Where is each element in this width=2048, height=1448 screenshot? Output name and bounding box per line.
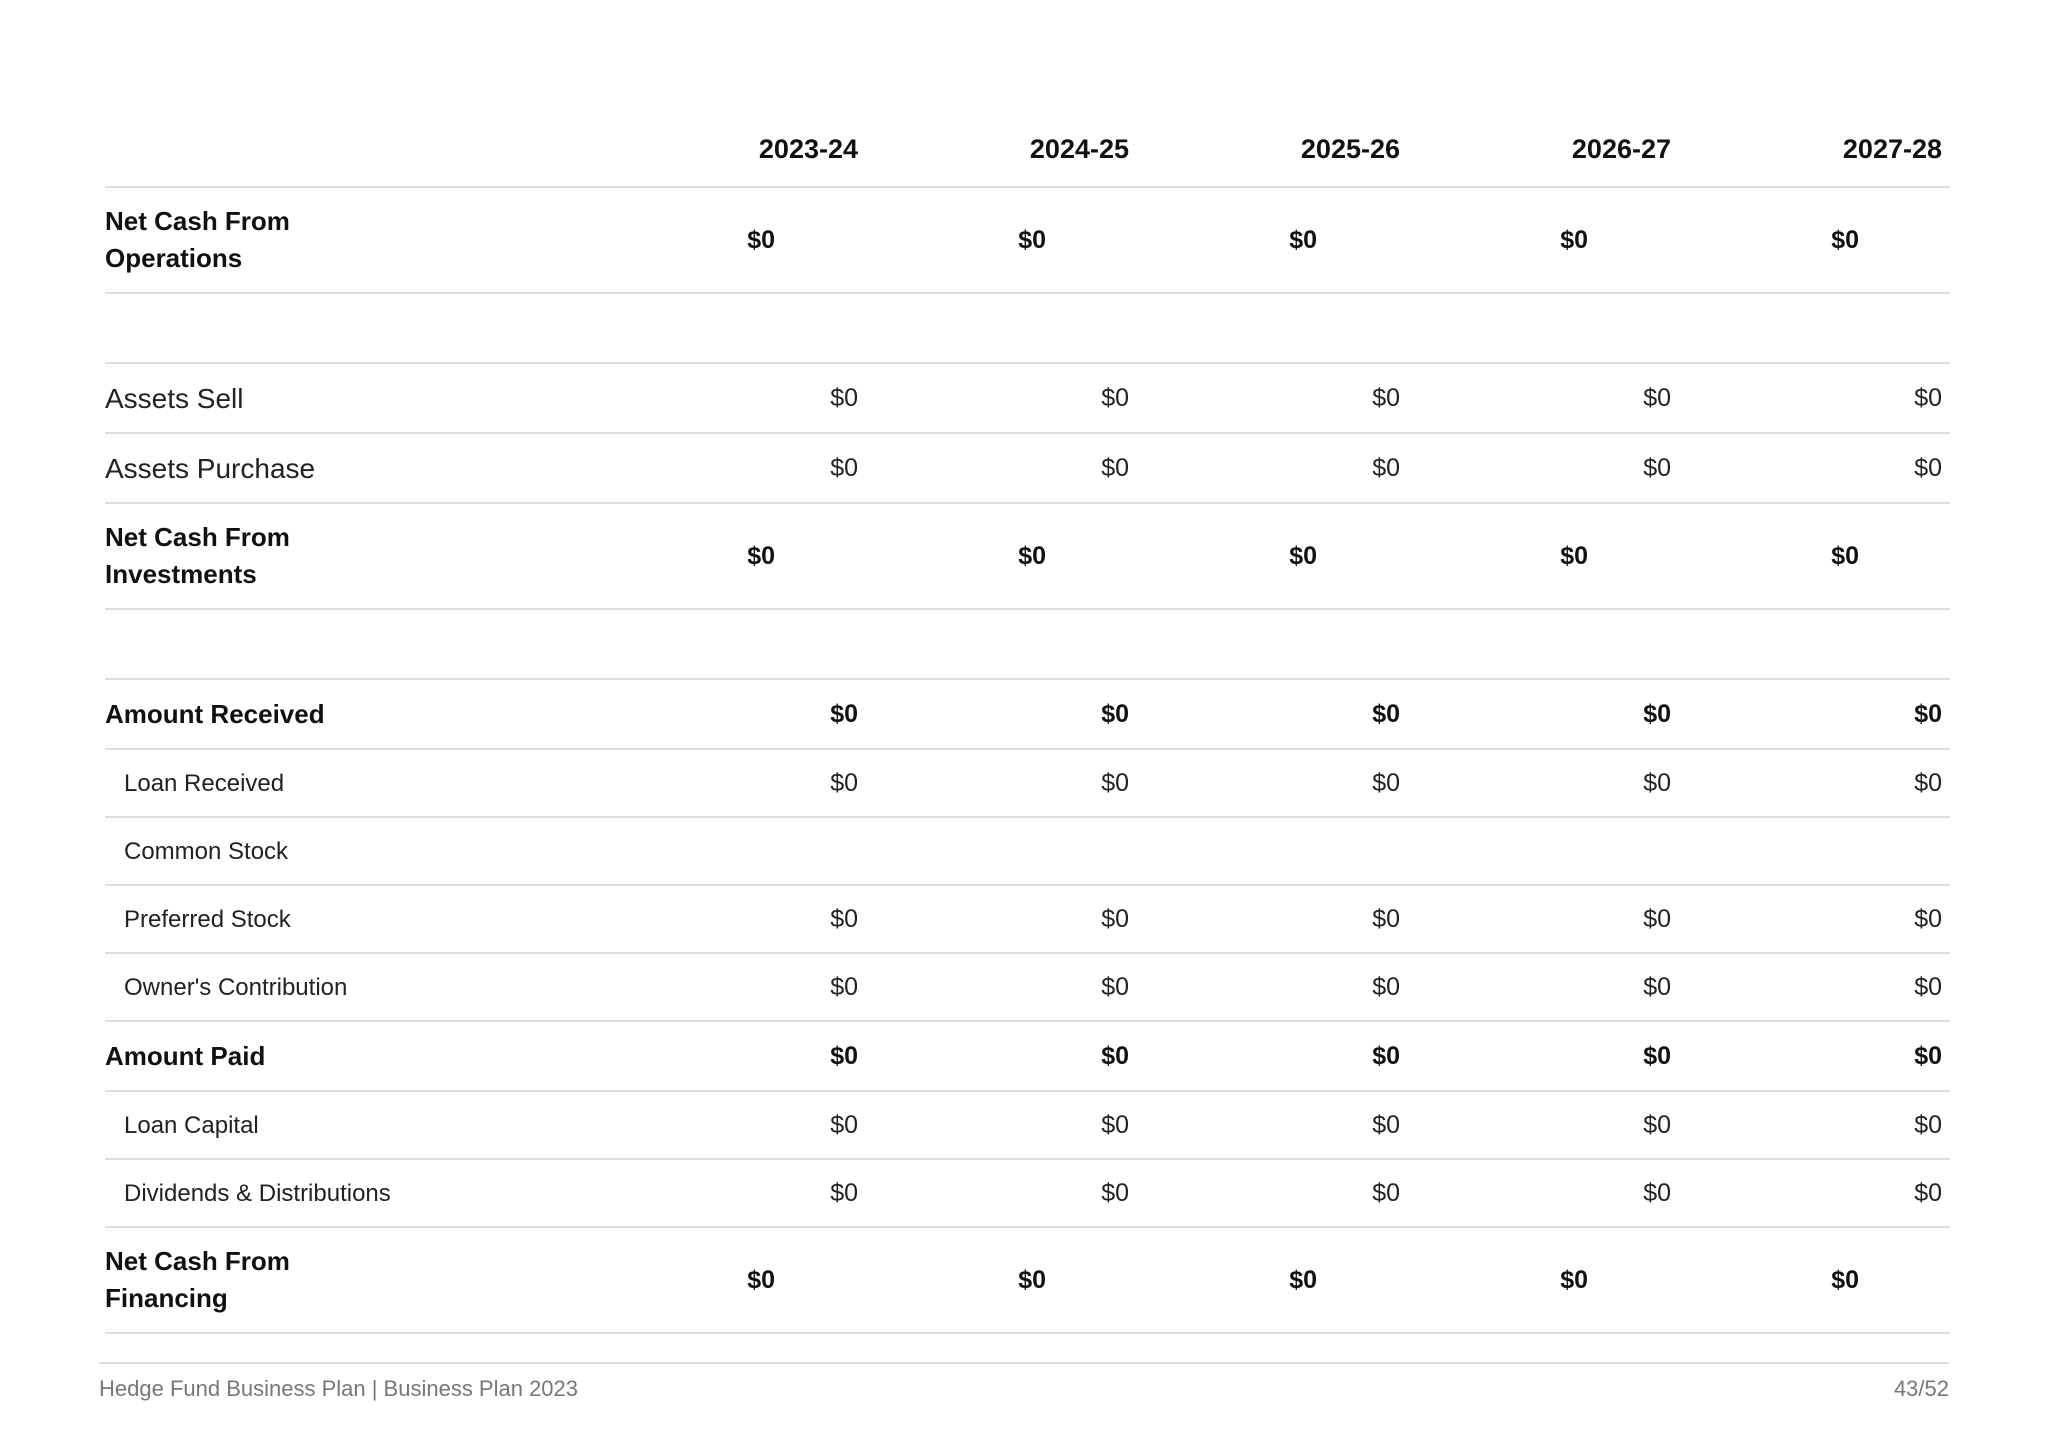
row-label: Assets Sell xyxy=(105,382,244,414)
value-cell: $0 xyxy=(830,904,858,933)
value-cell: $0 xyxy=(1372,768,1400,797)
value-cell: $0 xyxy=(1914,383,1942,412)
table-row xyxy=(105,364,1950,434)
value-cell: $0 xyxy=(1018,1265,1046,1294)
value-cell: $0 xyxy=(1372,904,1400,933)
value-cell: $0 xyxy=(1372,1178,1400,1207)
value-cell: $0 xyxy=(1018,541,1046,570)
value-cell: $0 xyxy=(1643,453,1671,482)
table-row xyxy=(105,1160,1950,1228)
page-footer xyxy=(99,1362,1949,1402)
value-cell: $0 xyxy=(830,1110,858,1139)
value-cell: $0 xyxy=(830,699,858,728)
row-label: Assets Purchase xyxy=(105,452,316,484)
value-cell: $0 xyxy=(830,768,858,797)
row-label: Amount Paid xyxy=(105,1040,266,1071)
value-cell: $0 xyxy=(830,972,858,1001)
cash-flow-table xyxy=(105,112,1950,1334)
value-cell: $0 xyxy=(1372,1110,1400,1139)
value-cell: $0 xyxy=(1560,1265,1588,1294)
value-cell: $0 xyxy=(1372,453,1400,482)
column-header: 2025-26 xyxy=(1300,133,1400,164)
row-label: Net Cash From Financing xyxy=(105,1246,290,1313)
value-cell: $0 xyxy=(1831,541,1859,570)
value-cell: $0 xyxy=(1643,1178,1671,1207)
value-cell: $0 xyxy=(1643,1041,1671,1070)
value-cell: $0 xyxy=(830,453,858,482)
value-cell: $0 xyxy=(1372,1041,1400,1070)
column-header: 2024-25 xyxy=(1029,133,1129,164)
row-label: Amount Received xyxy=(105,698,325,729)
value-cell: $0 xyxy=(1101,1041,1129,1070)
value-cell: $0 xyxy=(1101,699,1129,728)
table-row xyxy=(105,818,1950,886)
table-row xyxy=(105,1022,1950,1092)
value-cell: $0 xyxy=(1914,699,1942,728)
value-cell: $0 xyxy=(1914,1041,1942,1070)
value-cell: $0 xyxy=(747,1265,775,1294)
value-cell: $0 xyxy=(1018,225,1046,254)
value-cell: $0 xyxy=(1560,225,1588,254)
value-cell: $0 xyxy=(1831,1265,1859,1294)
value-cell: $0 xyxy=(1643,768,1671,797)
value-cell: $0 xyxy=(1643,1110,1671,1139)
value-cell: $0 xyxy=(1831,225,1859,254)
row-label: Net Cash From Investments xyxy=(105,522,290,589)
table-row xyxy=(105,1228,1950,1334)
table-row xyxy=(105,886,1950,954)
value-cell: $0 xyxy=(1914,1178,1942,1207)
value-cell: $0 xyxy=(1372,383,1400,412)
table-row xyxy=(105,188,1950,294)
table-row xyxy=(105,750,1950,818)
value-cell: $0 xyxy=(1101,453,1129,482)
value-cell: $0 xyxy=(830,383,858,412)
table-header-row xyxy=(105,112,1950,188)
value-cell: $0 xyxy=(747,541,775,570)
value-cell: $0 xyxy=(830,1178,858,1207)
value-cell: $0 xyxy=(1914,768,1942,797)
table-row xyxy=(105,1092,1950,1160)
spacer-row xyxy=(105,294,1950,364)
value-cell: $0 xyxy=(1101,768,1129,797)
value-cell: $0 xyxy=(1643,904,1671,933)
footer-page-number: 43/52 xyxy=(1893,1376,1949,1401)
value-cell: $0 xyxy=(1101,383,1129,412)
row-label: Loan Received xyxy=(124,769,285,797)
row-label: Owner's Contribution xyxy=(124,973,348,1001)
value-cell: $0 xyxy=(1560,541,1588,570)
value-cell: $0 xyxy=(1101,1110,1129,1139)
value-cell: $0 xyxy=(1914,453,1942,482)
row-label: Net Cash From Operations xyxy=(105,206,290,273)
value-cell: $0 xyxy=(747,225,775,254)
value-cell: $0 xyxy=(1914,904,1942,933)
spacer-row xyxy=(105,610,1950,680)
column-header: 2027-28 xyxy=(1842,133,1942,164)
row-label: Common Stock xyxy=(124,837,289,865)
table-row xyxy=(105,680,1950,750)
row-label: Preferred Stock xyxy=(124,905,291,933)
value-cell: $0 xyxy=(1289,541,1317,570)
value-cell: $0 xyxy=(1643,972,1671,1001)
value-cell: $0 xyxy=(1372,699,1400,728)
value-cell: $0 xyxy=(1101,1178,1129,1207)
footer-document-title: Hedge Fund Business Plan | Business Plan 2023 xyxy=(99,1376,579,1401)
row-label: Loan Capital xyxy=(124,1111,259,1139)
column-header: 2023-24 xyxy=(758,133,858,164)
value-cell: $0 xyxy=(830,1041,858,1070)
value-cell: $0 xyxy=(1643,699,1671,728)
value-cell: $0 xyxy=(1289,1265,1317,1294)
value-cell: $0 xyxy=(1914,972,1942,1001)
table-body xyxy=(105,188,1950,1334)
value-cell: $0 xyxy=(1289,225,1317,254)
value-cell: $0 xyxy=(1101,904,1129,933)
table-row xyxy=(105,434,1950,504)
table-row xyxy=(105,954,1950,1022)
value-cell: $0 xyxy=(1643,383,1671,412)
table-row xyxy=(105,504,1950,610)
column-header: 2026-27 xyxy=(1571,133,1671,164)
value-cell: $0 xyxy=(1914,1110,1942,1139)
value-cell: $0 xyxy=(1372,972,1400,1001)
row-label: Dividends & Distributions xyxy=(124,1179,391,1207)
value-cell: $0 xyxy=(1101,972,1129,1001)
